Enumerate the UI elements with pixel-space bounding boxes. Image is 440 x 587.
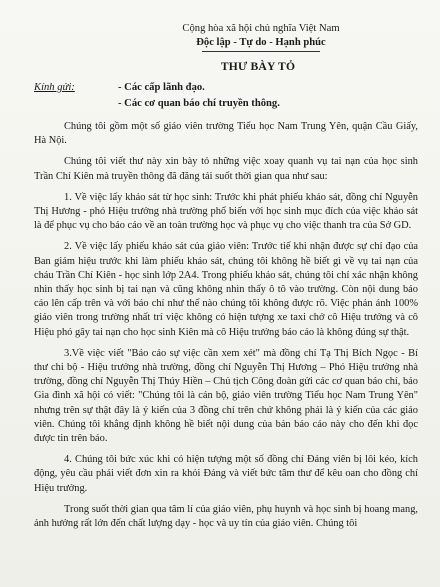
- paragraph-point-2: 2. Về việc lấy phiếu khảo sát của giáo viên: Trước tiế khi nhận được sự chỉ đạo của Ban giám hiệu trước khi làm phiếu khảo sát, chúng tôi không hề biết gì về vụ tai nạn của cháu Trần Chí Kiên - học sinh lớp 2A4. Trong phiếu khảo sát, chúng tôi chỉ xác nhận không nhìn thấy học sinh bị tai nạn và cũng không nhìn thấy ô tô vào trường. Còn nội dung báo cáo lên cấp trên và với báo chí như thế nào chúng tôi không được rõ. Việc phản ánh 100% giáo viên trong trường nhất trí việc không có hiện tượng xe taxi chở cô Hiệu trưởng và cô Hiệu phó gây tai nạn cho học sinh Kiên mà cô Hiệu trưởng báo cáo là không đúng sự thật.: [34, 241, 418, 338]
- recipient-2: - Các cơ quan báo chí truyền thông.: [118, 97, 280, 109]
- spacer: [34, 340, 418, 347]
- recipient-1: - Các cấp lãnh đạo.: [118, 81, 205, 93]
- letter-header: [104, 22, 418, 52]
- letter-title: THƯ BÀY TỎ: [220, 60, 296, 74]
- spacer: [34, 446, 418, 453]
- recipient-label: Kính gửi:: [34, 81, 75, 93]
- paragraph-closing: Trong suốt thời gian qua tâm lí của giáo viên, phụ huynh và học sinh bị hoang mang, ảnh hưởng rất lớn đến chất lượng dạy - học và uy tín của giáo viên. Chúng tôi: [34, 503, 418, 530]
- paragraph-point-3: 3.Về việc viết "Báo cáo sự việc cần xem xét" mà đồng chí Tạ Thị Bích Ngọc - Bí thư chi bộ - Hiệu trưởng nhà trường, đồng chí Nguyễn Thị Hương – Phó Hiệu trưởng nhà trường, đồng chí Nguyễn Thị Thúy Hiền – Chủ tịch Công đoàn gửi các cơ quan báo chí, báo Gia đình xã hội có viết: "Chúng tôi là cán bộ, giáo viên trường Tiểu học Nam Trung Yên" nhưng trên sự thật đây là ý kiến của 3 đồng chí trên chứ không phải là ý kiến của các giáo viên. Chúng tôi khẳng định không hề biết nội dung của bản báo cáo này cho đến khi đọc được tin trên báo.: [34, 347, 418, 445]
- national-title: Cộng hòa xã hội chủ nghĩa Việt Nam: [182, 23, 340, 34]
- national-motto: Độc lập - Tự do - Hạnh phúc: [196, 37, 326, 49]
- spacer: [34, 148, 418, 155]
- paragraph-purpose: Chúng tôi viết thư này xin bày tỏ những việc xoay quanh vụ tai nạn của học sinh Trần Chí Kiên mà truyền thông đã đăng tải suốt thời gian qua như sau:: [34, 156, 418, 182]
- spacer: [34, 233, 418, 240]
- paragraph-intro: Chúng tôi gồm một số giáo viên trường Tiểu học Nam Trung Yên, quận Cầu Giấy, Hà Nội.: [34, 121, 418, 147]
- recipient-spacer: [34, 97, 118, 111]
- spacer: [34, 113, 418, 120]
- paragraph-point-4: 4. Chúng tôi bức xúc khi có hiện tượng một số đồng chí Đảng viên bị lôi kéo, kích động, yêu cầu phải viết đơn xin ra khỏi Đảng và viết bức tâm thư để kêu oan cho đồng chí Hiệu trưởng.: [34, 454, 418, 494]
- spacer: [34, 184, 418, 191]
- paragraph-point-1: 1. Về việc lấy khảo sát từ học sinh: Trước khi phát phiếu khảo sát, đồng chí Nguyễn Thị Hương - phó Hiệu trưởng nhà trường phổ biến với học sinh mục đích của việc khảo sát là để phục vụ cho báo cáo về an toàn trường học và phục vụ cho việc thanh tra của Sở GD.: [34, 191, 418, 232]
- recipient-line-2: [34, 97, 418, 111]
- recipient-line-1: [34, 81, 418, 95]
- header-underline: [202, 51, 320, 52]
- spacer: [34, 496, 418, 503]
